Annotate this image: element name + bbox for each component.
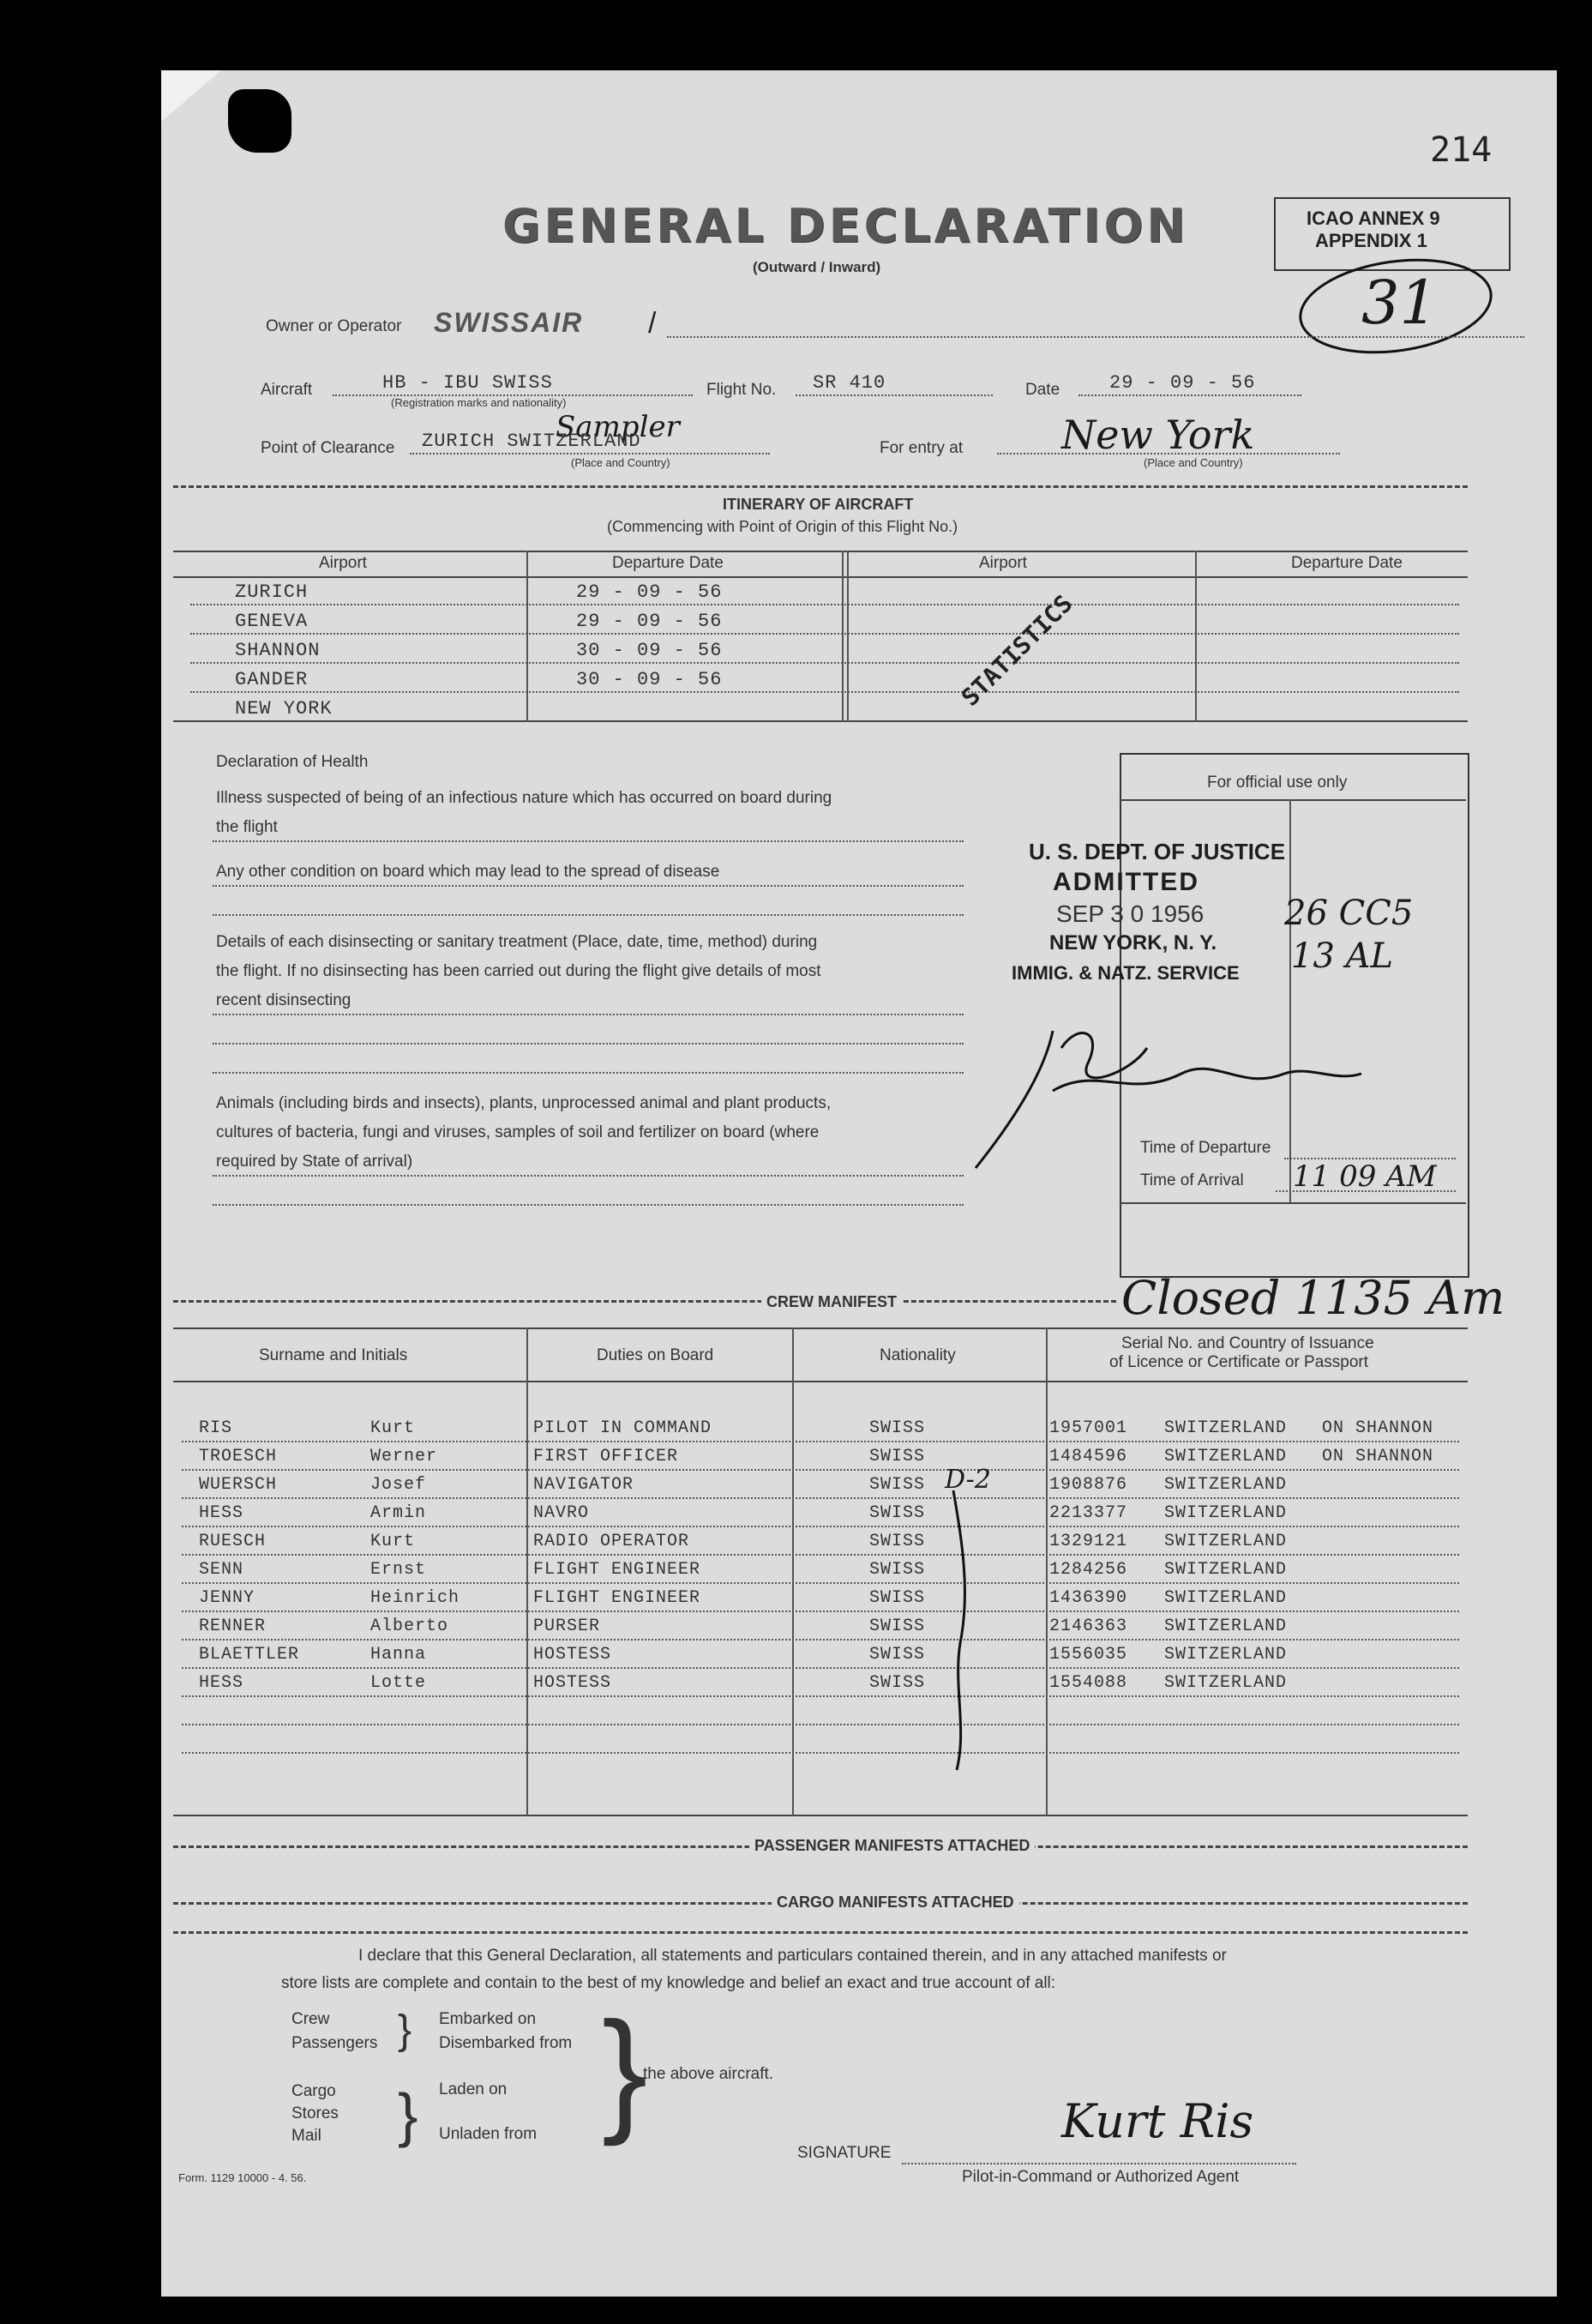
- cargo-manifests: CARGO MANIFESTS ATTACHED: [772, 1894, 1019, 1912]
- crew-cell-surname: WUERSCH: [199, 1475, 278, 1495]
- crew-cell-surname: RIS: [199, 1418, 233, 1438]
- crew-cell-duty: PILOT IN COMMAND: [533, 1418, 712, 1438]
- crew-cell-surname: TROESCH: [199, 1447, 278, 1466]
- crew-cell-country: SWITZERLAND: [1164, 1617, 1288, 1636]
- crew-header-duties: Duties on Board: [597, 1346, 714, 1364]
- crew-cell-country: SWITZERLAND: [1164, 1673, 1288, 1693]
- official-code: 13 AL: [1291, 936, 1394, 976]
- crew-title: CREW MANIFEST: [761, 1293, 902, 1311]
- health-title: Declaration of Health: [216, 753, 369, 771]
- health-q2: Any other condition on board which may lead to the spread of disease: [216, 863, 720, 881]
- crew-cell-duty: FIRST OFFICER: [533, 1447, 679, 1466]
- decl-left: Crew: [291, 2010, 330, 2028]
- itin-date: 30 - 09 - 56: [576, 669, 723, 690]
- crew-header-nationality: Nationality: [880, 1346, 956, 1364]
- crew-cell-country: SWITZERLAND: [1164, 1475, 1288, 1495]
- crew-cell-duty: HOSTESS: [533, 1645, 612, 1665]
- signature-line: [902, 2163, 1296, 2164]
- itin-airport: GANDER: [235, 669, 309, 690]
- date-label: Date: [1025, 381, 1060, 399]
- brace: }: [398, 2081, 418, 2148]
- crew-cell-surname: RUESCH: [199, 1532, 267, 1551]
- health-line: [213, 1072, 964, 1074]
- itinerary-subtitle: (Commencing with Point of Origin of this Flight No.): [607, 518, 958, 535]
- crew-cell-nat: SWISS: [869, 1447, 926, 1466]
- flight-value: SR 410: [813, 372, 886, 394]
- crew-cell-nat: SWISS: [869, 1645, 926, 1665]
- health-line: [213, 885, 964, 887]
- itin-header-airport-1: Airport: [319, 554, 367, 572]
- document-page: [161, 70, 1557, 2297]
- decl-left: Passengers: [291, 2034, 378, 2052]
- entry-handwriting: New York: [1061, 412, 1255, 458]
- crew-cell-serial: 1436390: [1049, 1588, 1128, 1608]
- icao-line2: APPENDIX 1: [1315, 230, 1427, 251]
- flight-label: Flight No.: [706, 381, 777, 399]
- signature: Kurt Ris: [1061, 2094, 1254, 2148]
- health-line: [213, 840, 964, 842]
- decl-left: Mail: [291, 2127, 321, 2145]
- health-q3: the flight. If no disinsecting has been carried out during the flight give details of most: [216, 962, 821, 980]
- crew-cell-serial: 2146363: [1049, 1617, 1128, 1636]
- crew-cell-serial: 1284256: [1049, 1560, 1128, 1580]
- crew-cell-country: SWITZERLAND: [1164, 1560, 1288, 1580]
- decl-left: Stores: [291, 2104, 339, 2122]
- decl-middle: Disembarked from: [439, 2034, 573, 2052]
- itin-airport: NEW YORK: [235, 698, 333, 719]
- signature-label: SIGNATURE: [797, 2144, 892, 2162]
- official-code: 26 CC5: [1284, 894, 1414, 933]
- crew-cell-duty: NAVIGATOR: [533, 1475, 634, 1495]
- time-arrival-label: Time of Arrival: [1140, 1171, 1244, 1189]
- brace: }: [602, 1993, 648, 2146]
- crew-cell-duty: PURSER: [533, 1617, 601, 1636]
- official-divider: [1120, 799, 1466, 801]
- crew-cell-first: Kurt: [370, 1532, 416, 1551]
- crew-cell-country: SWITZERLAND: [1164, 1645, 1288, 1665]
- owner-slash: /: [648, 307, 657, 340]
- declaration-line2: store lists are complete and contain to the best of my knowledge and belief an exact and true account of all:: [281, 1974, 1056, 1992]
- punch-hole: [228, 89, 291, 153]
- icao-line1: ICAO ANNEX 9: [1307, 208, 1440, 229]
- itin-airport: SHANNON: [235, 640, 321, 661]
- crew-cell-duty: RADIO OPERATOR: [533, 1532, 690, 1551]
- crew-row-line: [182, 1695, 1459, 1697]
- clearance-line: [410, 453, 770, 455]
- time-arrival-line: [1276, 1190, 1456, 1192]
- crew-cell-nat: SWISS: [869, 1418, 926, 1438]
- section-divider-2: [173, 1300, 1116, 1303]
- health-line: [213, 1043, 964, 1045]
- itin-header-date-1: Departure Date: [612, 554, 724, 572]
- owner-value: SWISSAIR: [434, 307, 584, 338]
- decl-right: the above aircraft.: [643, 2065, 774, 2083]
- health-q3: recent disinsecting: [216, 991, 351, 1009]
- crew-cell-nat: SWISS: [869, 1532, 926, 1551]
- crew-cell-surname: BLAETTLER: [199, 1645, 300, 1665]
- form-number: Form. 1129 10000 - 4. 56.: [178, 2171, 307, 2184]
- crew-row-line: [182, 1554, 1459, 1556]
- itin-date: 29 - 09 - 56: [576, 611, 723, 632]
- date-value: 29 - 09 - 56: [1109, 372, 1256, 394]
- crew-cell-country: SWITZERLAND: [1164, 1447, 1288, 1466]
- itin-date: 30 - 09 - 56: [576, 640, 723, 661]
- crew-cell-first: Hanna: [370, 1645, 427, 1665]
- admitted-stamp-line: ADMITTED: [1053, 868, 1199, 896]
- itin-date: 29 - 09 - 56: [576, 581, 723, 603]
- clearance-sublabel: (Place and Country): [571, 456, 670, 469]
- crew-cell-surname: HESS: [199, 1673, 244, 1693]
- crew-cell-first: Armin: [370, 1503, 427, 1523]
- crew-cell-serial: 1556035: [1049, 1645, 1128, 1665]
- page-title: GENERAL DECLARATION: [502, 199, 1189, 253]
- crew-cell-serial: 1554088: [1049, 1673, 1128, 1693]
- aircraft-label: Aircraft: [261, 381, 313, 399]
- crew-cell-serial: 1484596: [1049, 1447, 1128, 1466]
- crew-cell-surname: HESS: [199, 1503, 244, 1523]
- time-arrival-value: 11 09 AM: [1293, 1159, 1437, 1194]
- crew-cell-note: ON SHANNON: [1322, 1447, 1434, 1466]
- crew-cell-duty: FLIGHT ENGINEER: [533, 1588, 701, 1608]
- crew-table: [173, 1328, 1468, 1816]
- clearance-label: Point of Clearance: [261, 439, 395, 457]
- crew-cell-nat: SWISS: [869, 1503, 926, 1523]
- crew-cell-first: Lotte: [370, 1673, 427, 1693]
- page-subtitle: (Outward / Inward): [753, 259, 881, 275]
- crew-header-serial: Serial No. and Country of Issuance: [1121, 1334, 1374, 1352]
- crew-cell-nat: SWISS: [869, 1560, 926, 1580]
- itin-airport: ZURICH: [235, 581, 309, 603]
- crew-cell-surname: RENNER: [199, 1617, 267, 1636]
- health-q3: Details of each disinsecting or sanitary treatment (Place, date, time, method) during: [216, 933, 818, 951]
- section-divider-5: [173, 1931, 1468, 1934]
- health-q4: Animals (including birds and insects), plants, unprocessed animal and plant products,: [216, 1094, 832, 1112]
- itinerary-table: [173, 551, 1468, 722]
- crew-cell-serial: 1908876: [1049, 1475, 1128, 1495]
- decl-left: Cargo: [291, 2082, 336, 2100]
- itin-header-airport-2: Airport: [979, 554, 1027, 572]
- decl-middle: Unladen from: [439, 2125, 538, 2143]
- crew-cell-surname: JENNY: [199, 1588, 255, 1608]
- crew-row-line: [182, 1611, 1459, 1612]
- itinerary-title: ITINERARY OF AIRCRAFT: [723, 496, 914, 513]
- page-number: 214: [1430, 130, 1493, 170]
- owner-label: Owner or Operator: [266, 317, 402, 335]
- time-departure-label: Time of Departure: [1140, 1139, 1271, 1157]
- clearance-value: ZURICH SWITZERLAND: [422, 430, 641, 452]
- brace: }: [398, 2008, 412, 2053]
- admitted-stamp-line: U. S. DEPT. OF JUSTICE: [1029, 839, 1286, 864]
- crew-row-line: [182, 1724, 1459, 1725]
- crew-hw-mark: D-2: [945, 1465, 991, 1495]
- torn-corner: [161, 70, 221, 122]
- crew-cell-serial: 1329121: [1049, 1532, 1128, 1551]
- crew-cell-nat: SWISS: [869, 1617, 926, 1636]
- aircraft-value: HB - IBU SWISS: [382, 372, 553, 394]
- crew-header-surname: Surname and Initials: [259, 1346, 408, 1364]
- crew-cell-first: Werner: [370, 1447, 438, 1466]
- crew-cell-nat: SWISS: [869, 1588, 926, 1608]
- crew-cell-duty: FLIGHT ENGINEER: [533, 1560, 701, 1580]
- crew-row-line: [182, 1441, 1459, 1442]
- crew-cell-nat: SWISS: [869, 1475, 926, 1495]
- crew-header-licence: of Licence or Certificate or Passport: [1109, 1353, 1369, 1371]
- crew-row-line: [182, 1667, 1459, 1669]
- crew-cell-note: ON SHANNON: [1322, 1418, 1434, 1438]
- entry-line: [997, 453, 1340, 455]
- declaration-line1: I declare that this General Declaration, all statements and particulars contained therein, and in any attached manifests or: [358, 1947, 1227, 1965]
- statistics-stamp: STATISTICS: [956, 589, 1078, 712]
- crew-cell-duty: NAVRO: [533, 1503, 590, 1523]
- health-q4: cultures of bacteria, fungi and viruses, samples of soil and fertilizer on board (where: [216, 1123, 820, 1141]
- health-line: [213, 1014, 964, 1015]
- signature-sublabel: Pilot-in-Command or Authorized Agent: [962, 2168, 1240, 2186]
- crew-cell-serial: 1957001: [1049, 1418, 1128, 1438]
- date-line: [1078, 394, 1301, 396]
- official-divider: [1120, 1202, 1466, 1204]
- crew-cell-first: Heinrich: [370, 1588, 460, 1608]
- crew-bracket-mark: [945, 1489, 979, 1772]
- crew-cell-nat: SWISS: [869, 1673, 926, 1693]
- flight-line: [796, 394, 993, 396]
- crew-row-line: [182, 1752, 1459, 1754]
- health-line: [213, 914, 964, 916]
- decl-middle: Laden on: [439, 2080, 508, 2098]
- health-line: [213, 1204, 964, 1206]
- crew-cell-country: SWITZERLAND: [1164, 1418, 1288, 1438]
- passenger-manifests: PASSENGER MANIFESTS ATTACHED: [749, 1837, 1035, 1855]
- admitted-stamp-line: SEP 3 0 1956: [1056, 900, 1205, 927]
- decl-middle: Embarked on: [439, 2010, 537, 2028]
- health-q1: the flight: [216, 818, 278, 836]
- entry-sublabel: (Place and Country): [1144, 456, 1243, 469]
- crew-cell-surname: SENN: [199, 1560, 244, 1580]
- owner-line: [667, 336, 1524, 338]
- health-q4: required by State of arrival): [216, 1153, 413, 1171]
- section-divider-1: [173, 485, 1468, 488]
- handwritten-number: 31: [1361, 268, 1439, 338]
- crew-cell-country: SWITZERLAND: [1164, 1588, 1288, 1608]
- admitted-stamp-line: NEW YORK, N. Y.: [1049, 931, 1217, 954]
- health-q1: Illness suspected of being of an infectious nature which has occurred on board during: [216, 789, 832, 807]
- crew-cell-duty: HOSTESS: [533, 1673, 612, 1693]
- admitted-stamp-line: IMMIG. & NATZ. SERVICE: [1012, 962, 1240, 984]
- entry-label: For entry at: [880, 439, 964, 457]
- itin-airport: GENEVA: [235, 611, 309, 632]
- crew-cell-first: Kurt: [370, 1418, 416, 1438]
- crew-cell-first: Ernst: [370, 1560, 427, 1580]
- crew-row-line: [182, 1469, 1459, 1471]
- crew-cell-country: SWITZERLAND: [1164, 1532, 1288, 1551]
- clearance-handwriting: Sampler: [556, 410, 680, 444]
- aircraft-sublabel: (Registration marks and nationality): [391, 396, 567, 409]
- health-line: [213, 1175, 964, 1177]
- official-title: For official use only: [1207, 774, 1348, 792]
- crew-cell-first: Josef: [370, 1475, 427, 1495]
- crew-cell-serial: 2213377: [1049, 1503, 1128, 1523]
- crew-row-line: [182, 1639, 1459, 1641]
- crew-row-line: [182, 1497, 1459, 1499]
- crew-cell-country: SWITZERLAND: [1164, 1503, 1288, 1523]
- closed-note: Closed 1135 Am: [1121, 1271, 1505, 1325]
- itin-header-date-2: Departure Date: [1291, 554, 1403, 572]
- crew-row-line: [182, 1526, 1459, 1527]
- crew-row-line: [182, 1582, 1459, 1584]
- crew-cell-first: Alberto: [370, 1617, 449, 1636]
